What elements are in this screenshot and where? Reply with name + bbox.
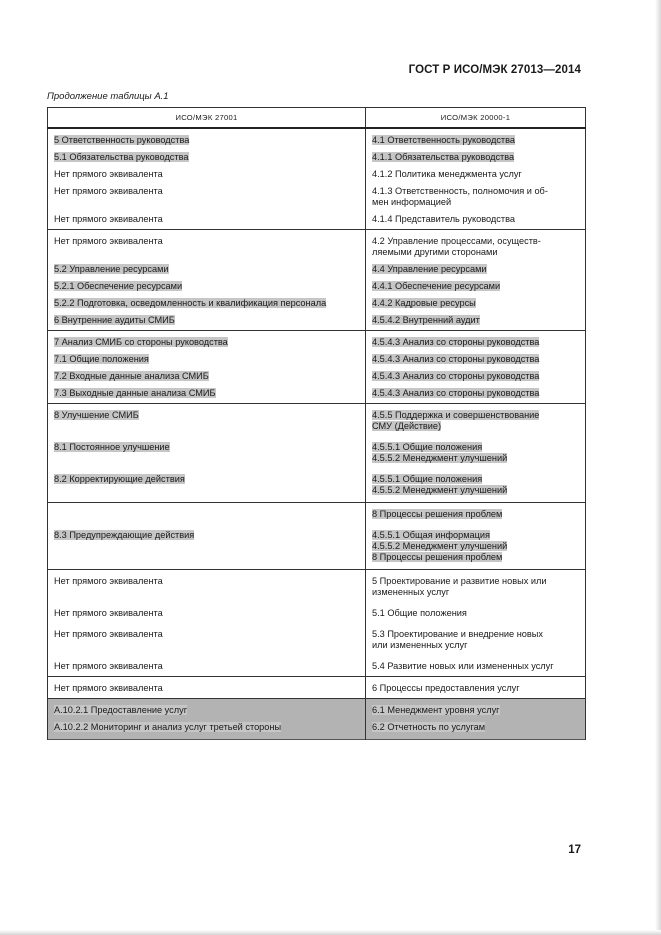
- table-row: [48, 309, 586, 331]
- cell-text-line: [366, 315, 585, 326]
- cell-text: 4.4 Управление ресурсами: [372, 264, 487, 274]
- cell-iso27001: [48, 292, 366, 309]
- cell-text: 4.4.2 Кадровые ресурсы: [372, 298, 476, 308]
- cell-iso27001: [48, 619, 366, 651]
- cell-text: 4.5.5.2 Менеджмент улучшений: [372, 485, 508, 495]
- cell-text: 7.1 Общие положения: [54, 354, 149, 364]
- cell-iso27001: [48, 432, 366, 464]
- cell-text: 5.1 Общие положения: [372, 608, 467, 618]
- cell-text: 5 Проектирование и развитие новых или: [372, 576, 547, 586]
- table-group: [48, 570, 586, 677]
- cell-iso27001: [48, 404, 366, 433]
- cell-text: 7.3 Выходные данные анализа СМИБ: [54, 388, 216, 398]
- cell-iso20000: [366, 651, 586, 677]
- cell-iso20000: [366, 520, 586, 570]
- cell-text-line: [366, 608, 585, 619]
- cell-text-line: [366, 722, 585, 733]
- cell-iso20000: [366, 208, 586, 230]
- cell-text: Нет прямого эквивалента: [54, 661, 163, 671]
- cell-iso27001: [48, 365, 366, 382]
- cell-text-line: [366, 186, 585, 197]
- cell-text: 4.5.4.3 Анализ со стороны руководства: [372, 337, 540, 347]
- table-group: [48, 230, 586, 331]
- table-header-row: [48, 108, 586, 129]
- cell-text: 4.5.5 Поддержка и совершенствование: [372, 410, 540, 420]
- cell-text-line: [366, 421, 585, 432]
- cell-text-line: [366, 152, 585, 163]
- table-row: [48, 382, 586, 404]
- cell-text: Нет прямого эквивалента: [54, 236, 163, 246]
- table-group: [48, 503, 586, 570]
- cell-text: 5.1 Обязательства руководства: [54, 152, 189, 162]
- cell-iso27001: [48, 598, 366, 619]
- cell-text: 4.1.3 Ответственность, полномочия и об-: [372, 186, 548, 196]
- cell-iso27001: [48, 146, 366, 163]
- cell-text: ляемыми другими сторонами: [372, 247, 498, 257]
- cell-iso20000: [366, 331, 586, 349]
- cell-text: 7.2 Входные данные анализа СМИБ: [54, 371, 209, 381]
- cell-text-line: [48, 705, 365, 716]
- cell-text: 4.5.5.1 Общие положения: [372, 442, 483, 452]
- cell-text: 5.3 Проектирование и внедрение новых: [372, 629, 543, 639]
- table-row: [48, 432, 586, 464]
- table-row: [48, 292, 586, 309]
- cell-text-line: [48, 661, 365, 672]
- cell-text: 5.4 Развитие новых или измененных услуг: [372, 661, 554, 671]
- cell-text: 4.1.2 Политика менеджмента услуг: [372, 169, 522, 179]
- cell-text: 4.1.4 Представитель руководства: [372, 214, 515, 224]
- cell-text-line: [366, 236, 585, 247]
- table-caption: Продолжение таблицы А.1: [47, 91, 169, 102]
- cell-iso27001: [48, 651, 366, 677]
- cell-text-line: [48, 683, 365, 694]
- cell-text-line: [48, 530, 365, 541]
- table-row: [48, 258, 586, 275]
- cell-iso20000: [366, 258, 586, 275]
- page-edge-shadow-right: [655, 0, 661, 935]
- cell-text: 5.2.1 Обеспечение ресурсами: [54, 281, 183, 291]
- column-header-iso20000: ИСО/МЭК 20000-1: [366, 108, 586, 129]
- cell-text: А.10.2.1 Предоставление услуг: [54, 705, 188, 715]
- table-group: [48, 128, 586, 230]
- cell-iso20000: [366, 230, 586, 259]
- cell-iso27001: [48, 309, 366, 331]
- table-row: [48, 180, 586, 208]
- cell-text-line: [48, 135, 365, 146]
- cell-iso20000: [366, 464, 586, 503]
- table-row: [48, 570, 586, 599]
- cell-text: 4.5.4.3 Анализ со стороны руководства: [372, 388, 540, 398]
- cell-text: 5.2 Управление ресурсами: [54, 264, 169, 274]
- cell-text: Нет прямого эквивалента: [54, 169, 163, 179]
- cell-text-line: [366, 354, 585, 365]
- table-row: [48, 404, 586, 433]
- table-row: [48, 619, 586, 651]
- cell-iso27001: [48, 180, 366, 208]
- table-row: [48, 331, 586, 349]
- cell-text: Нет прямого эквивалента: [54, 608, 163, 618]
- page-number: 17: [568, 844, 581, 856]
- cell-text-line: [48, 442, 365, 453]
- table-row: [48, 348, 586, 365]
- cell-iso20000: [366, 404, 586, 433]
- cell-iso20000: [366, 619, 586, 651]
- cell-text-line: [366, 576, 585, 587]
- cell-iso27001: [48, 331, 366, 349]
- table-row: [48, 464, 586, 503]
- cell-text-line: [366, 683, 585, 694]
- cell-text-line: [366, 214, 585, 225]
- table-row: [48, 598, 586, 619]
- cell-text-line: [366, 541, 585, 552]
- table-row: [48, 520, 586, 570]
- cell-iso20000: [366, 570, 586, 599]
- cell-text: 8 Процессы решения проблем: [372, 552, 503, 562]
- cell-text-line: [366, 371, 585, 382]
- cell-iso27001: [48, 258, 366, 275]
- cell-iso27001: [48, 208, 366, 230]
- cell-text: 8 Улучшение СМИБ: [54, 410, 139, 420]
- cell-text-line: [48, 388, 365, 399]
- cell-iso20000: [366, 677, 586, 699]
- cell-iso27001: [48, 699, 366, 717]
- cell-iso20000: [366, 275, 586, 292]
- column-header-iso27001: ИСО/МЭК 27001: [48, 108, 366, 129]
- cell-text-line: [366, 247, 585, 258]
- table-row: [48, 716, 586, 740]
- cell-text: 4.1 Ответственность руководства: [372, 135, 516, 145]
- cell-text-line: [366, 530, 585, 541]
- table-header: [48, 108, 586, 129]
- cell-text-line: [48, 371, 365, 382]
- cell-iso27001: [48, 275, 366, 292]
- cell-text: 4.5.4.2 Внутренний аудит: [372, 315, 480, 325]
- table-group: [48, 404, 586, 503]
- cell-text: 6 Процессы предоставления услуг: [372, 683, 520, 693]
- cell-iso27001: [48, 348, 366, 365]
- cell-iso20000: [366, 146, 586, 163]
- document-header: ГОСТ Р ИСО/МЭК 27013—2014: [408, 64, 581, 76]
- table-group-shaded: [48, 699, 586, 740]
- cell-text-line: [48, 722, 365, 733]
- cell-text: измененных услуг: [372, 587, 450, 597]
- table-group: [48, 331, 586, 404]
- table-row: [48, 699, 586, 717]
- cell-iso27001: [48, 503, 366, 521]
- cell-iso20000: [366, 348, 586, 365]
- cell-iso27001: [48, 230, 366, 259]
- cell-text: Нет прямого эквивалента: [54, 629, 163, 639]
- cell-iso20000: [366, 163, 586, 180]
- cell-iso20000: [366, 699, 586, 717]
- comparison-table: [47, 107, 586, 740]
- cell-iso27001: [48, 128, 366, 146]
- cell-text: Нет прямого эквивалента: [54, 576, 163, 586]
- cell-text: 6 Внутренние аудиты СМИБ: [54, 315, 175, 325]
- cell-text: 6.1 Менеджмент уровня услуг: [372, 705, 500, 715]
- table-row: [48, 677, 586, 699]
- cell-iso20000: [366, 432, 586, 464]
- table-group: [48, 677, 586, 699]
- cell-iso20000: [366, 598, 586, 619]
- cell-text: 4.5.4.3 Анализ со стороны руководства: [372, 354, 540, 364]
- cell-iso20000: [366, 716, 586, 740]
- cell-text-line: [366, 587, 585, 598]
- cell-text-line: [48, 354, 365, 365]
- cell-text: или измененных услуг: [372, 640, 468, 650]
- cell-text: 4.4.1 Обеспечение ресурсами: [372, 281, 501, 291]
- cell-text-line: [366, 388, 585, 399]
- cell-text-line: [48, 576, 365, 587]
- cell-iso27001: [48, 382, 366, 404]
- cell-text-line: [366, 661, 585, 672]
- table-row: [48, 230, 586, 259]
- cell-text: 4.5.5.1 Общая информация: [372, 530, 491, 540]
- cell-iso20000: [366, 503, 586, 521]
- cell-text-line: [366, 552, 585, 563]
- cell-text-line: [48, 629, 365, 640]
- cell-text: 4.1.1 Обязательства руководства: [372, 152, 515, 162]
- table-row: [48, 651, 586, 677]
- cell-text: 8 Процессы решения проблем: [372, 509, 503, 519]
- cell-text: СМУ (Действие): [372, 421, 442, 431]
- cell-text-line: [48, 298, 365, 309]
- cell-text: Нет прямого эквивалента: [54, 186, 163, 196]
- table-row: [48, 208, 586, 230]
- cell-text-line: [48, 608, 365, 619]
- cell-iso20000: [366, 309, 586, 331]
- cell-text: 7 Анализ СМИБ со стороны руководства: [54, 337, 228, 347]
- cell-text-line: [366, 264, 585, 275]
- cell-text-line: [366, 169, 585, 180]
- cell-iso27001: [48, 716, 366, 740]
- cell-text-line: [48, 264, 365, 275]
- cell-iso27001: [48, 677, 366, 699]
- cell-text-line: [366, 298, 585, 309]
- cell-text: 8.3 Предупреждающие действия: [54, 530, 195, 540]
- cell-text: 5.2.2 Подготовка, осведомленность и квалификация персонала: [54, 298, 327, 308]
- cell-text: 4.5.4.3 Анализ со стороны руководства: [372, 371, 540, 381]
- cell-text-line: [366, 410, 585, 421]
- cell-text-line: [366, 640, 585, 651]
- table-row: [48, 275, 586, 292]
- cell-text: А.10.2.2 Мониторинг и анализ услуг третьей стороны: [54, 722, 282, 732]
- cell-text-line: [366, 629, 585, 640]
- cell-iso27001: [48, 570, 366, 599]
- cell-iso27001: [48, 464, 366, 503]
- cell-text-line: [366, 474, 585, 485]
- cell-text: мен информацией: [372, 197, 452, 207]
- cell-text-line: [366, 337, 585, 348]
- cell-iso27001: [48, 163, 366, 180]
- table-row: [48, 163, 586, 180]
- table-row: [48, 503, 586, 521]
- cell-text-line: [366, 453, 585, 464]
- cell-text: 4.5.5.2 Менеджмент улучшений: [372, 453, 508, 463]
- cell-text-line: [48, 474, 365, 485]
- cell-text-line: [48, 214, 365, 225]
- cell-text-line: [366, 281, 585, 292]
- cell-text: 4.5.5.2 Менеджмент улучшений: [372, 541, 508, 551]
- cell-iso20000: [366, 292, 586, 309]
- cell-text: 4.2 Управление процессами, осуществ-: [372, 236, 541, 246]
- cell-text-line: [366, 509, 585, 520]
- cell-text-line: [48, 281, 365, 292]
- cell-text: 6.2 Отчетность по услугам: [372, 722, 486, 732]
- cell-text-line: [366, 705, 585, 716]
- cell-text: Нет прямого эквивалента: [54, 683, 163, 693]
- cell-text-line: [366, 485, 585, 496]
- cell-text-line: [366, 197, 585, 208]
- cell-text: 4.5.5.1 Общие положения: [372, 474, 483, 484]
- cell-text-line: [48, 410, 365, 421]
- cell-text-line: [366, 442, 585, 453]
- cell-text-line: [48, 186, 365, 197]
- table-row: [48, 146, 586, 163]
- cell-text: 8.2 Корректирующие действия: [54, 474, 185, 484]
- cell-iso20000: [366, 365, 586, 382]
- page-edge-shadow-bottom: [0, 930, 661, 935]
- cell-text-line: [48, 169, 365, 180]
- cell-iso20000: [366, 128, 586, 146]
- cell-iso27001: [48, 520, 366, 570]
- cell-text-line: [48, 337, 365, 348]
- cell-text-line: [366, 135, 585, 146]
- cell-text: 8.1 Постоянное улучшение: [54, 442, 170, 452]
- cell-text: 5 Ответственность руководства: [54, 135, 190, 145]
- cell-text-line: [48, 315, 365, 326]
- cell-iso20000: [366, 382, 586, 404]
- cell-text-line: [48, 152, 365, 163]
- cell-text: Нет прямого эквивалента: [54, 214, 163, 224]
- table-row: [48, 365, 586, 382]
- cell-iso20000: [366, 180, 586, 208]
- cell-text-line: [48, 236, 365, 247]
- table-row: [48, 128, 586, 146]
